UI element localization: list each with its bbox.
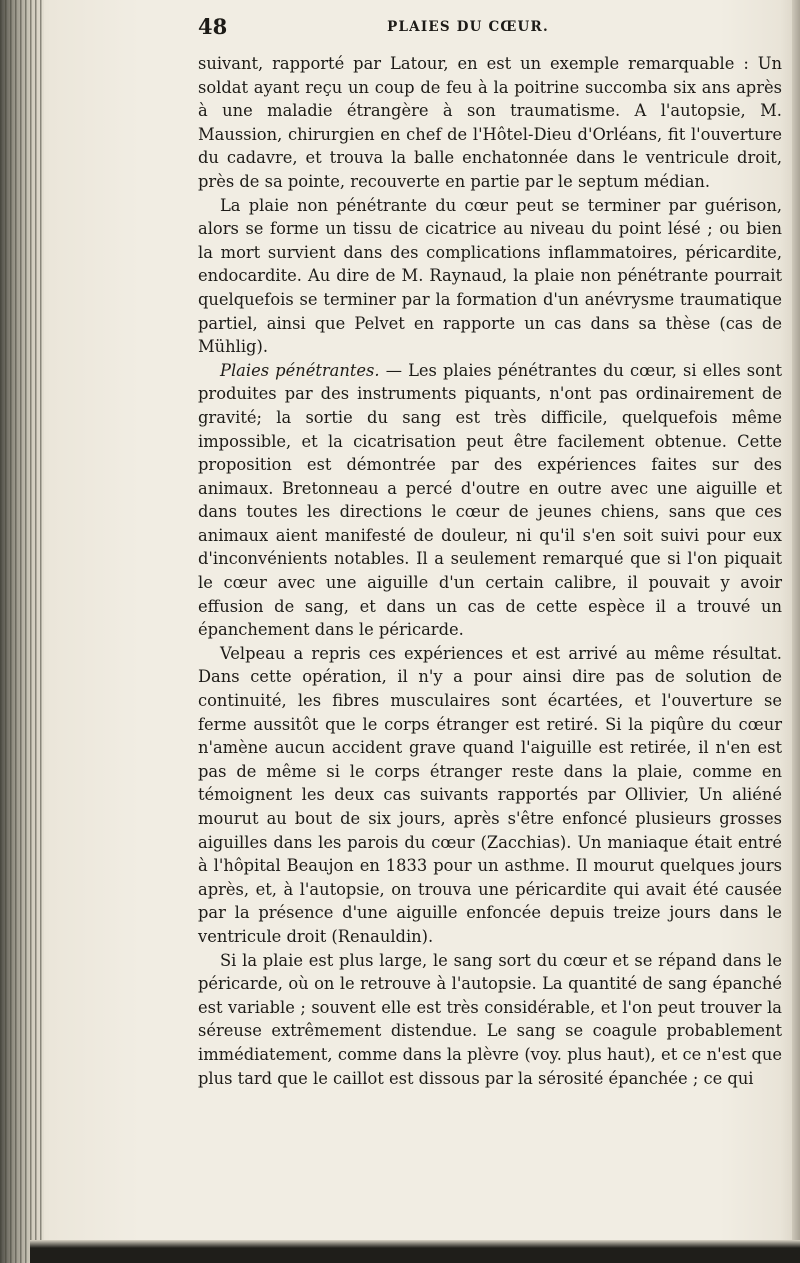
paragraph: suivant, rapporté par Latour, en est un exemple remarquable : Un soldat ayant reçu un coup de feu à la poitrine succomba six ans après à une maladie étrangère à son traumatisme. A l'autopsie, M. Maussion, chirurgien en chef de l'Hôtel-Dieu d'Orléans, fit l'ouverture du cadavre, et trouva la balle enchatonnée dans le ventricule droit, près de sa pointe, recouverte en partie par le septum médian.: [198, 54, 782, 191]
paragraph-text: — Les plaies pénétrantes du cœur, si elles sont produites par des instruments piquants, n'ont pas ordinairement de gravité; la sortie du sang est très difficile, quelquefois même impossible, et la cicatrisation peut être facilement obtenue. Cette proposition est démontrée par des expériences faites sur des animaux. Bretonneau a percé d'outre en outre avec une aiguille et dans toutes les directions le cœur de jeunes chiens, sans que ces animaux aient manifesté de douleur, ni qu'il s'en soit suivi pour eux d'inconvénients notables. Il a seulement remarqué que si l'on piquait le cœur avec une aiguille d'un certain calibre, il pouvait y avoir effusion de sang, et dans un cas de cette espèce il a trouvé un épanchement dans le péricarde.: [198, 360, 782, 640]
paragraph: [198, 359, 782, 642]
page-number: 48: [198, 14, 228, 39]
running-head: PLAIES DU CŒUR.: [387, 19, 549, 35]
scan-bottom-edge: [30, 1240, 800, 1263]
body-text: [198, 52, 782, 1090]
section-lead: Plaies pénétrantes.: [220, 360, 380, 380]
paragraph: Si la plaie est plus large, le sang sort du cœur et se répand dans le péricarde, où on le retrouve à l'autopsie. La quantité de sang épanché est variable ; souvent elle est très considérable, et l'on peut trouver la séreuse extrêmement distendue. Le sang se coagule probablement immédiatement, comme dans la plèvre (voy. plus haut), et ce n'est que plus tard que le caillot est dissous par la sérosité épanchée ; ce qui: [198, 950, 782, 1088]
paragraph: La plaie non pénétrante du cœur peut se terminer par guérison, alors se forme un tissu de cicatrice au niveau du point lésé ; ou bien la mort survient dans des complications inflammatoires, péricardite, endocardite. Au dire de M. Raynaud, la plaie non pénétrante pourrait quelquefois se terminer par la formation d'un anévrysme traumatique partiel, ainsi que Pelvet en rapporte un cas dans sa thèse (cas de Mühlig).: [198, 195, 782, 357]
page-header: [148, 14, 788, 40]
binding-gutter: [0, 0, 44, 1263]
paragraph: Velpeau a repris ces expériences et est arrivé au même résultat. Dans cette opération, il n'y a pour ainsi dire pas de solution de continuité, les fibres musculaires sont écartées, et l'ouverture se ferme aussitôt que le corps étranger est retiré. Si la piqûre du cœur n'amène aucun accident grave quand l'aiguille est retirée, il n'en est pas de même si le corps étranger reste dans la plaie, comme en témoignent les deux cas suivants rapportés par Ollivier, Un aliéné mourut au bout de six jours, après s'être enfoncé plusieurs grosses aiguilles dans les parois du cœur (Zacchias). Un maniaque était entré à l'hôpital Beaujon en 1833 pour un asthme. Il mourut quelques jours après, et, à l'autopsie, on trouva une péricardite qui avait été causée par la présence d'une aiguille enfoncée depuis treize jours dans le ventricule droit (Renauldin).: [198, 643, 782, 946]
page-edge: [792, 0, 800, 1263]
